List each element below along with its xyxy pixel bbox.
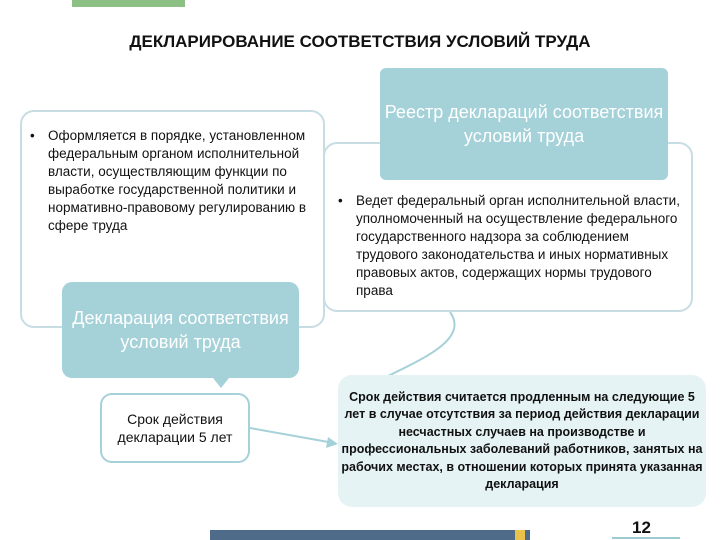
term-text: Срок действия декларации 5 лет (117, 411, 233, 445)
bottom-bar-accent (515, 530, 525, 540)
page-number-rule (612, 537, 680, 539)
registry-box (380, 68, 668, 180)
validity-box (338, 375, 706, 507)
page-number: 12 (632, 518, 651, 537)
term-box (100, 393, 250, 463)
left-card-text (30, 127, 320, 235)
page-title: ДЕКЛАРИРОВАНИЕ СООТВЕТСТВИЯ УСЛОВИЙ ТРУДА (129, 32, 591, 51)
bottom-bar (210, 530, 530, 540)
right-card-text (338, 192, 688, 300)
right-bullet: • (338, 193, 343, 208)
declaration-box (62, 282, 299, 378)
left-bullet: • (30, 128, 35, 143)
right-card-description: Ведет федеральный орган исполнительной власти, уполномоченный на осуществление федерального государственного надзора за соблюдением трудового законодательства и иных нормативных правовых актов, содержащих нормы трудового права (356, 193, 680, 298)
left-card-description: Оформляется в порядке, установленном федеральным органом исполнительной власти, осуществляющим функции по выработке государственной политики и нормативно-правовому регулированию в сфере труда (48, 128, 307, 233)
registry-label: Реестр деклараций соответствия условий труда (384, 102, 664, 146)
connector-right-curve (380, 312, 455, 380)
validity-text: Срок действия считается продленным на следующие 5 лет в случае отсутствия за период действия декларации несчастных случаев на производстве и профессиональных заболеваний работников, занятых на рабочих местах, в отношении которых принята указанная декларация (341, 389, 703, 491)
connector-term-arrowhead (326, 437, 338, 448)
declaration-label: Декларация соответствия условий труда (72, 308, 289, 352)
declaration-pointer (213, 378, 229, 388)
connector-term-line (250, 428, 334, 443)
